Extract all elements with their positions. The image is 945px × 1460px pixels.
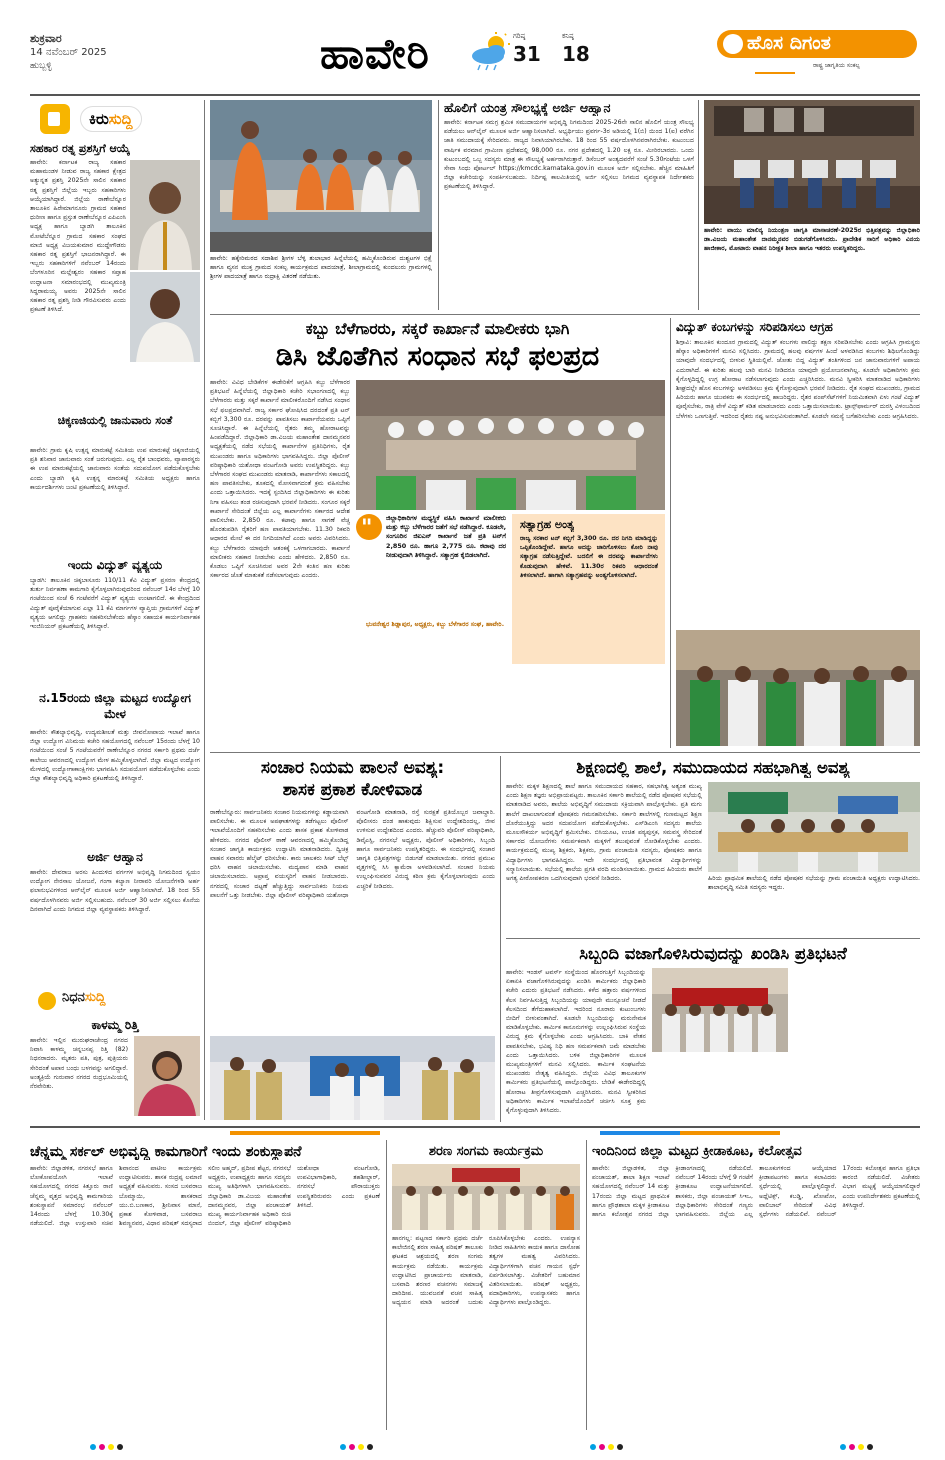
accent-bar-orange-2 [680,1131,780,1135]
kiru-story4-body: ಹಾವೇರಿ: ಕೌಶಲ್ಯಾಭಿವೃದ್ಧಿ, ಉದ್ಯಮಶೀಲತೆ ಮತ್ತು ಜೀವನೋಪಾಯ ಇಲಾಖೆ ಹಾಗೂ ಜಿಲ್ಲಾ ಉದ್ಯೋಗ ವಿನಿಮಯ ಕಚೇರಿ ಸಹಯೋಗದಲ್ಲಿ ನವೆಂಬರ್ 15ರಂದು ಬೆಳಗ್ಗೆ 10 ಗಂಟೆಯಿಂದ ಸಂಜೆ 5 ಗಂಟೆಯವರೆಗೆ ರಾಣೇಬೆನ್ನೂರ ನಗರದ ಸರ್ಕಾರಿ ಪ್ರಥಮ ದರ್ಜೆ ಕಾಲೇಜು ಆವರಣದಲ್ಲಿ ಉದ್ಯೋಗ ಮೇಳ ಹಮ್ಮಿಕೊಳ್ಳಲಾಗಿದೆ. ಜಿಲ್ಲಾ ಮಟ್ಟದ ಉದ್ಯೋಗ ಮೇಳದಲ್ಲಿ ಉದ್ಯೋಗಾಕಾಂಕ್ಷಿಗಳು ಭಾಗವಹಿಸಿ ಸದುಪಯೋಗ ಪಡೆದುಕೊಳ್ಳಬೇಕು ಎಂದು ಜಿಲ್ಲಾ ಕೌಶಲ್ಯಾಭಿವೃದ್ಧಿ ಅಧಿಕಾರಿ ಪ್ರಕಟಣೆಯಲ್ಲಿ ತಿಳಿಸಿದ್ದಾರೆ. [30,729,200,783]
kiru-story4-title: ನ.15ರಂದು ಜಿಲ್ಲಾ ಮಟ್ಟದ ಉದ್ಯೋಗ ಮೇಳ [39,691,191,721]
registration-dots-mid [340,1444,373,1450]
top-rule-2 [698,100,699,310]
mid-row-rule [210,752,920,753]
nidhana-header [30,986,200,1018]
person-photo-3 [134,1036,200,1116]
traffic-body: ರಾಣೇಬೆನ್ನೂರು: ಸಾರ್ವಜನಿಕರು ಸಂಚಾರ ನಿಯಮಗಳನ್ನು ಕಡ್ಡಾಯವಾಗಿ ಪಾಲಿಸಬೇಕು. ಈ ಮೂಲಕ ಅಪಘಾತಗಳನ್ನು ತಡೆಗಟ್ಟಲು ಪೊಲೀಸ್ ಇಲಾಖೆಯೊಂದಿಗೆ ಸಹಕರಿಸಬೇಕು ಎಂದು ಶಾಸಕ ಪ್ರಕಾಶ ಕೋಳಿವಾಡ ಹೇಳಿದರು. ನಗರದ ಪೊಲೀಸ್ ಠಾಣೆ ಆವರಣದಲ್ಲಿ ಹಮ್ಮಿಕೊಂಡಿದ್ದ ಸಂಚಾರ ಜಾಗೃತಿ ಕಾರ್ಯಕ್ರಮ ಉದ್ಘಾಟಿಸಿ ಮಾತನಾಡಿದರು. ದ್ವಿಚಕ್ರ ವಾಹನ ಸವಾರರು ಹೆಲ್ಮೆಟ್ ಧರಿಸಬೇಕು. ಕಾರು ಚಾಲಕರು ಸೀಟ್ ಬೆಲ್ಟ್ ಧರಿಸಿ ವಾಹನ ಚಲಾಯಿಸಬೇಕು. ಮದ್ಯಪಾನ ಮಾಡಿ ವಾಹನ ಚಲಾಯಿಸಬಾರದು. ಅಪ್ರಾಪ್ತ ವಯಸ್ಕರಿಗೆ ವಾಹನ ನೀಡಬಾರದು. ನಗರದಲ್ಲಿ ಸಂಚಾರ ದಟ್ಟಣೆ ಹೆಚ್ಚುತ್ತಿದ್ದು ಸಾರ್ವಜನಿಕರು ನಿಯಮ ಪಾಲನೆಗೆ ಒತ್ತು ನೀಡಬೇಕು. ಜಿಲ್ಲಾ ಪೊಲೀಸ್ ವರಿಷ್ಠಾಧಿಕಾರಿ ಯಶೋಧಾ ವಂಟಗೋಡಿ ಮಾತನಾಡಿ, ರಸ್ತೆ ಸುರಕ್ಷತೆ ಪ್ರತಿಯೊಬ್ಬರ ಜವಾಬ್ದಾರಿ. ಪೊಲೀಸರು ದಂಡ ಹಾಕುವುದು ಶಿಕ್ಷಿಸುವ ಉದ್ದೇಶದಿಂದಲ್ಲ, ಜೀವ ಉಳಿಸುವ ಉದ್ದೇಶದಿಂದ ಎಂದರು. ಹೆಚ್ಚುವರಿ ಪೊಲೀಸ್ ವರಿಷ್ಠಾಧಿಕಾರಿ, ಡಿವೈಎಸ್ಪಿ, ನಗರಸಭೆ ಅಧ್ಯಕ್ಷರು, ಪೊಲೀಸ್ ಅಧಿಕಾರಿಗಳು, ಸಿಬ್ಬಂದಿ ಹಾಗೂ ಸಾರ್ವಜನಿಕರು ಉಪಸ್ಥಿತರಿದ್ದರು. ಈ ಸಂದರ್ಭದಲ್ಲಿ ಸಂಚಾರ ಜಾಗೃತಿ ಭಿತ್ತಿಪತ್ರಗಳನ್ನು ಬಿಡುಗಡೆ ಮಾಡಲಾಯಿತು. ನಗರದ ಪ್ರಮುಖ ವೃತ್ತಗಳಲ್ಲಿ ಸಿಸಿ ಕ್ಯಾಮೆರಾ ಅಳವಡಿಸಲಾಗಿದೆ. ಸಂಚಾರ ನಿಯಮ ಉಲ್ಲಂಘಿಸುವವರ ವಿರುದ್ಧ ಕಠಿಣ ಕ್ರಮ ಕೈಗೊಳ್ಳಲಾಗುವುದು ಎಂದು ಎಚ್ಚರಿಕೆ ನೀಡಿದರು. [210,809,495,899]
kiru-header [30,100,200,140]
staff-headline: ಸಿಬ್ಬಂದಿ ವಜಾಗೊಳಿಸಿರುವುದನ್ನು ಖಂಡಿಸಿ ಪ್ರತಿಭಟನೆ [579,944,847,963]
registration-dots-right [590,1444,623,1450]
photo-swamiji-caption: ಹಾವೇರಿ: ಹಕ್ಕೇರಿಮಠದ ಸದಾಶಿವ ಶ್ರೀಗಳ ಬೆಳ್ಳಿ ತುಲಾಭಾರ ಹಿನ್ನೆಲೆಯಲ್ಲಿ ಹಮ್ಮಿಕೊಂಡಿರುವ ದುಶ್ಚಟಗಳ ಭಿಕ್ಷೆ ಹಾಗೂ ವ್ಯಸನ ಮುಕ್ತ ಗ್ರಾಮದ ಸಂಕಲ್ಪ ಕಾರ್ಯಕ್ರಮದ ಪಾದಯಾತ್ರೆ, ಶೀಲಾಗ್ರಾಮದಲ್ಲಿ ಕುಂದಲುರು ಗ್ರಾಮಗಳಲ್ಲಿ ಶ್ರೀಗಳ ಪಾದಯಾತ್ರೆ ಹಾಗೂ ರುದ್ರಾಕ್ಷಿ ವಿತರಣೆ ನಡೆಯಿತು. [210,255,432,280]
photo-dc-release [704,100,920,224]
lead-kicker: ಕಬ್ಬು ಬೆಳೆಗಾರರು, ಸಕ್ಕರೆ ಕಾರ್ಖಾನೆ ಮಾಲೀಕರು ಭಾಗಿ [305,320,570,338]
nidhana-body: ಹಾವೇರಿ: ಇಲ್ಲಿನ ಮುರುಘರಾಜೇಂದ್ರ ನಗರದ ನಿವಾಸಿ ಕಾಳಮ್ಮ ಚನ್ನಬಸಪ್ಪ ರಿತ್ತಿ (82) ನಿಧನರಾದರು. ಮೃತರು ಪತಿ, ಪುತ್ರ, ಪುತ್ರಿಯರು ಸೇರಿದಂತೆ ಅಪಾರ ಬಂಧು ಬಳಗವನ್ನು ಅಗಲಿದ್ದಾರೆ. ಅಂತ್ಯಕ್ರಿಯೆ ಗುರುವಾರ ನಗರದ ರುದ್ರಭೂಮಿಯಲ್ಲಿ ನೆರವೇರಿತು. [30,1037,128,1091]
lead-quote-text: ಜಿಲ್ಲಾಧಿಕಾರಿಗಳ ಮಧ್ಯಸ್ಥಿಕೆ ವಹಿಸಿ ಕಾರ್ಖಾನೆ ಮಾಲೀಕರು ಮತ್ತು ಕಬ್ಬು ಬೆಳೆಗಾರರ ಜತೆಗೆ ಸಭೆ ನಡೆಸಿದ್ದಾರೆ. ಕೂಡಲೇ, ಸಂಗೂರಿನ ಜಿಐಎನ್ ಕಾರ್ಖಾನೆ ಜತೆ ಪ್ರತಿ ಟನ್‌ಗೆ 2,850 ರೂ. ಹಾಗೂ 2,775 ರೂ. ಕಟಾವು ದರ ನೀಡುವುದಾಗಿ ತಿಳಿಸಿದ್ದಾರೆ. ಸತ್ಯಾಗ್ರಹ ಕೈಬಿಡಲಾಗಿದೆ. [386,514,506,559]
traffic-right-rule [500,756,501,1122]
lead-body-col2 [356,656,506,746]
photo-staff-protest [652,968,788,1052]
lead-right-rule [670,318,671,748]
paper-logo [717,30,920,76]
masthead-rule [30,94,920,96]
kiru-story1-body: ಹಾವೇರಿ: ಕರ್ನಾಟಕ ರಾಜ್ಯ ಸಹಕಾರ ಮಹಾಮಂಡಳ ನೀಡುವ ರಾಜ್ಯ ಸಹಕಾರ ಕ್ಷೇತ್ರದ ಅತ್ಯುನ್ನತ ಪ್ರಶಸ್ತಿ 2025ನೇ ಸಾಲಿನ ಸಹಕಾರ ರತ್ನ ಪ್ರಶಸ್ತಿಗೆ ಜಿಲ್ಲೆಯ ಇಬ್ಬರು ಸಹಕಾರಿಗಳು ಆಯ್ಕೆಯಾಗಿದ್ದಾರೆ. ಜಿಲ್ಲೆಯ ರಾಣೇಬೆನ್ನೂರ ತಾಲೂಕಿನ ಹಿರೇಮಾಗನೂರು ಗ್ರಾಮದ ಸಹಕಾರ ಧುರೀಣ ಹಾಗೂ ಪ್ರಸ್ತುತ ರಾಣೇಬೆನ್ನೂರ ಎಪಿಎಂಸಿ ಅಧ್ಯಕ್ಷ ಹಾಗೂ ಬ್ಯಾಡಗಿ ತಾಲೂಕಿನ ಮೋಟೆಬೆನ್ನೂರ ಗ್ರಾಮದ ಸಹಕಾರ ಸಂಘದ ಮಾಜಿ ಅಧ್ಯಕ್ಷ ವಿಜಯಕುಮಾರ ಮುದ್ದೇಗೌಡರು ಸಹಕಾರ ರತ್ನ ಪ್ರಶಸ್ತಿಗೆ ಭಾಜನರಾಗಿದ್ದಾರೆ. ಈ ಇಬ್ಬರು ಸಹಕಾರಿಗಳಿಗೆ ನವೆಂಬರ್ 14ರಂದು ಬೆಂಗಳೂರಿನ ಮಲ್ಲೇಶ್ವರಂ ಸಹಕಾರ ಸಪ್ತಾಹ ಉದ್ಘಾಟನಾ ಸಮಾರಂಭದಲ್ಲಿ ಮುಖ್ಯಮಂತ್ರಿ ಸಿದ್ಧರಾಮಯ್ಯ ಅವರು 2025ನೇ ಸಾಲಿನ ಸಹಕಾರ ರತ್ನ ಪ್ರಶಸ್ತಿ ನೀಡಿ ಗೌರವಿಸುವರು ಎಂದು ಪ್ರಕಟಣೆ ತಿಳಿಸಿದೆ. [30,159,126,314]
lead-quote-box [356,514,506,654]
bottom-c2-body: ಹಾನಗಲ್ಲ: ಪಟ್ಟಣದ ಸರ್ಕಾರಿ ಪ್ರಥಮ ದರ್ಜೆ ಕಾಲೇಜಿನಲ್ಲಿ ಶರಣ ಸಾಹಿತ್ಯ ಪರಿಷತ್ ತಾಲೂಕು ಘಟಕದ ಆಶ್ರಯದಲ್ಲಿ ಶರಣ ಸಂಗಮ ಕಾರ್ಯಕ್ರಮ ನಡೆಯಿತು. ಕಾರ್ಯಕ್ರಮ ಉದ್ಘಾಟಿಸಿದ ಪ್ರಾಚಾರ್ಯರು ಮಾತನಾಡಿ, ಬಸವಾದಿ ಶರಣರ ವಚನಗಳು ಸಮಾಜಕ್ಕೆ ದಾರಿದೀಪ. ಯುವಜನತೆ ವಚನ ಸಾಹಿತ್ಯ ಅಧ್ಯಯನ ಮಾಡಿ ಅದರಂತೆ ಬದುಕು ರೂಪಿಸಿಕೊಳ್ಳಬೇಕು ಎಂದರು. ಉಪನ್ಯಾಸ ನೀಡಿದ ಸಾಹಿತಿಗಳು ಕಾಯಕ ಹಾಗೂ ದಾಸೋಹ ತತ್ವಗಳ ಮಹತ್ವ ವಿವರಿಸಿದರು. ವಿದ್ಯಾರ್ಥಿಗಳಿಗಾಗಿ ವಚನ ಗಾಯನ ಸ್ಪರ್ಧೆ ಏರ್ಪಡಿಸಲಾಗಿತ್ತು. ವಿಜೇತರಿಗೆ ಬಹುಮಾನ ವಿತರಿಸಲಾಯಿತು. ಪರಿಷತ್ ಅಧ್ಯಕ್ಷರು, ಪದಾಧಿಕಾರಿಗಳು, ಉಪನ್ಯಾಸಕರು ಹಾಗೂ ವಿದ್ಯಾರ್ಥಿಗಳು ಪಾಲ್ಗೊಂಡಿದ್ದರು. [392,1235,580,1307]
photo-power-protest [676,630,920,746]
max-label: ಗರಿಷ್ಠ [513,32,526,40]
max-temp: 31 [513,42,541,66]
school-body: ಹಾವೇರಿ: ಮಕ್ಕಳ ಶಿಕ್ಷಣದಲ್ಲಿ ಶಾಲೆ ಹಾಗೂ ಸಮುದಾಯದ ಸಹಕಾರ, ಸಹಭಾಗಿತ್ವ ಅತ್ಯಂತ ಮುಖ್ಯ ಎಂದು ಶಿಕ್ಷಣ ತಜ್ಞರು ಅಭಿಪ್ರಾಯಪಟ್ಟರು. ತಾಲೂಕಿನ ಸರ್ಕಾರಿ ಶಾಲೆಯಲ್ಲಿ ನಡೆದ ಪೋಷಕರ ಸಭೆಯಲ್ಲಿ ಮಾತನಾಡಿದ ಅವರು, ಶಾಲೆಯ ಅಭಿವೃದ್ಧಿಗೆ ಸಮುದಾಯ ಸಕ್ರಿಯವಾಗಿ ಪಾಲ್ಗೊಳ್ಳಬೇಕು. ಪ್ರತಿ ಮಗು ಶಾಲೆಗೆ ದಾಖಲಾಗುವಂತೆ ಪೋಷಕರು ಗಮನಹರಿಸಬೇಕು. ಸರ್ಕಾರಿ ಶಾಲೆಗಳಲ್ಲಿ ಗುಣಮಟ್ಟದ ಶಿಕ್ಷಣ ದೊರೆಯುತ್ತಿದ್ದು ಅದರ ಸದುಪಯೋಗ ಪಡೆದುಕೊಳ್ಳಬೇಕು. ಎಸ್‌ಡಿಎಂಸಿ ಸದಸ್ಯರು ಶಾಲೆಯ ಮೂಲಸೌಕರ್ಯ ಅಭಿವೃದ್ಧಿಗೆ ಶ್ರಮಿಸಬೇಕು. ಬಿಸಿಯೂಟ, ಉಚಿತ ಪಠ್ಯಪುಸ್ತಕ, ಸಮವಸ್ತ್ರ ಸೇರಿದಂತೆ ಸರ್ಕಾರದ ಯೋಜನೆಗಳು ಸಮರ್ಪಕವಾಗಿ ಮಕ್ಕಳಿಗೆ ತಲುಪುವಂತೆ ನೋಡಿಕೊಳ್ಳಬೇಕು ಎಂದರು. ಕಾರ್ಯಕ್ರಮದಲ್ಲಿ ಮುಖ್ಯ ಶಿಕ್ಷಕರು, ಶಿಕ್ಷಕರು, ಗ್ರಾಮ ಪಂಚಾಯಿತಿ ಸದಸ್ಯರು, ಪೋಷಕರು ಹಾಗೂ ವಿದ್ಯಾರ್ಥಿಗಳು ಭಾಗವಹಿಸಿದ್ದರು. ಇದೇ ಸಂದರ್ಭದಲ್ಲಿ ಪ್ರತಿಭಾವಂತ ವಿದ್ಯಾರ್ಥಿಗಳನ್ನು ಸನ್ಮಾನಿಸಲಾಯಿತು. ಸಭೆಯಲ್ಲಿ ಶಾಲೆಯ ಪ್ರಗತಿ ವರದಿ ಮಂಡಿಸಲಾಯಿತು. ಗ್ರಾಮದ ಹಿರಿಯರು ಶಾಲೆಗೆ ಅಗತ್ಯ ಪೀಠೋಪಕರಣ ಒದಗಿಸುವುದಾಗಿ ಭರವಸೆ ನೀಡಿದರು. [506,783,702,883]
bottom-row-rule [30,1126,920,1128]
staff-body-col2 [652,1056,788,1120]
bottom-c1-headline: ಚೆನ್ನಮ್ಮ ಸರ್ಕಲ್ ಅಭಿವೃದ್ಧಿ ಕಾಮಗಾರಿಗೆ ಇಂದು ಶಂಕುಸ್ಥಾಪನೆ [30,1144,302,1160]
nidhana-label-b: ಸುದ್ದಿ [84,990,106,1005]
sewing-story-body: ಹಾವೇರಿ: ಕರ್ನಾಟಕ ಸಮಗ್ರ ಶ್ರಮಿಕ ಸಮುದಾಯಗಳ ಅಭಿವೃದ್ಧಿ ನಿಗಮದಿಂದ 2025-26ನೇ ಸಾಲಿನ ಹೊಲಿಗೆ ಯಂತ್ರ ಸೌಲಭ್ಯ ಪಡೆಯಲು ಆನ್‌ಲೈನ್ ಮೂಲಕ ಅರ್ಜಿ ಆಹ್ವಾನಿಸಲಾಗಿದೆ. ಅಭ್ಯರ್ಥಿಯು ಪ್ರವರ್ಗ-3ರ ಅಡಿಯಲ್ಲಿ 1(ಬಿ) ಯಿಂದ 1(ಐ) ವರೆಗಿನ ಜಾತಿ ಸಮುದಾಯಕ್ಕೆ ಸೇರಿದವರು. ರಾಜ್ಯದ ನಿವಾಸಿಯಾಗಿರಬೇಕು. 18 ರಿಂದ 55 ವರ್ಷದೊಳಗಿನವರಾಗಿರಬೇಕು. ಕುಟುಂಬದ ವಾರ್ಷಿಕ ವರಮಾನ ಗ್ರಾಮೀಣ ಪ್ರದೇಶದಲ್ಲಿ 98,000 ರೂ. ನಗರ ಪ್ರದೇಶದಲ್ಲಿ 1.20 ಲಕ್ಷ ರೂ. ಮೀರಿರಬಾರದು. ಒಂದು ಕುಟುಂಬದಲ್ಲಿ ಒಬ್ಬ ಸದಸ್ಯರು ಮಾತ್ರ ಈ ಸೌಲಭ್ಯಕ್ಕೆ ಅರ್ಹರಾಗಿರುತ್ತಾರೆ. ಡಿಸೆಂಬರ್ ಅಂತ್ಯದವರೆಗೆ ಸಂಜೆ 5.30ಗಂಟೆಯ ಒಳಗೆ ಸೇವಾ ಸಿಂಧು ಪೋರ್ಟಲ್ https://kmcdc.karnataka.gov.in ಮೂಲಕ ಅರ್ಜಿ ಸಲ್ಲಿಸಬೇಕು. ಹೆಚ್ಚಿನ ಮಾಹಿತಿಗೆ ಜಿಲ್ಲಾ ಕಚೇರಿಯನ್ನು ಸಂಪರ್ಕಿಸಬಹುದು. ನಿರ್ದಿಷ್ಟ ಕಾಲಮಿತಿಯಲ್ಲಿ ಅರ್ಜಿ ಸಲ್ಲಿಸಲು ನಿಗಮದ ವ್ಯವಸ್ಥಾಪಕ ನಿರ್ದೇಶಕರು ಪ್ರಕಟಣೆಯಲ್ಲಿ ತಿಳಿಸಿದ್ದಾರೆ. [444,119,694,191]
masthead-city: ಹುಬ್ಬಳ್ಳಿ [30,61,52,71]
kiru-story5-body: ಹಾವೇರಿ: ದೇವರಾಜ ಅರಸು ಹಿಂದುಳಿದ ವರ್ಗಗಳ ಅಭಿವೃದ್ಧಿ ನಿಗಮದಿಂದ ಸ್ವಯಂ ಉದ್ಯೋಗ ನೇರಸಾಲ ಯೋಜನೆ, ಗಂಗಾ ಕಲ್ಯಾಣ ನೀರಾವರಿ ಯೋಜನೆಗಳಡಿ ಅರ್ಹ ಫಲಾನುಭವಿಗಳಿಂದ ಆನ್‌ಲೈನ್ ಮೂಲಕ ಅರ್ಜಿ ಆಹ್ವಾನಿಸಲಾಗಿದೆ. 18 ರಿಂದ 55 ವರ್ಷದೊಳಗಿನವರು ಅರ್ಜಿ ಸಲ್ಲಿಸಬಹುದು. ನವೆಂಬರ್ 30 ಅರ್ಜಿ ಸಲ್ಲಿಸಲು ಕೊನೆಯ ದಿನವಾಗಿದೆ ಎಂದು ನಿಗಮದ ಜಿಲ್ಲಾ ವ್ಯವಸ್ಥಾಪಕರು ತಿಳಿಸಿದ್ದಾರೆ. [30,869,200,913]
lamp-small-icon [38,992,56,1010]
staff-body-col3 [794,968,920,1120]
power-headline: ವಿದ್ಯುತ್ ಕಂಬಗಳನ್ನು ಸರಿಪಡಿಸಲು ಆಗ್ರಹ [676,320,833,334]
kiru-story1-title: ಸಹಕಾರ ರತ್ನ ಪ್ರಶಸ್ತಿಗೆ ಆಯ್ಕೆ [30,142,130,155]
traffic-headline-1: ಸಂಚಾರ ನಿಯಮ ಪಾಲನೆ ಅವಶ್ಯ: [260,758,445,778]
bottom-c3-body: ಹಾವೇರಿ: ಜಿಲ್ಲಾಡಳಿತ, ಜಿಲ್ಲಾ ಪಂಚಾಯತ್, ಶಾಲಾ ಶಿಕ್ಷಣ ಇಲಾಖೆ ಸಹಯೋಗದಲ್ಲಿ ನವೆಂಬರ್ 14 ಮತ್ತು 17ರಂದು ಜಿಲ್ಲಾ ಮಟ್ಟದ ಪ್ರಾಥಮಿಕ ಹಾಗೂ ಪ್ರೌಢಶಾಲಾ ಮಕ್ಕಳ ಕ್ರೀಡಾಕೂಟ ಹಾಗೂ ಕಲೋತ್ಸವ ನಗರದ ಜಿಲ್ಲಾ ಕ್ರೀಡಾಂಗಣದಲ್ಲಿ ನಡೆಯಲಿದೆ. ನವೆಂಬರ್ 14ರಂದು ಬೆಳಗ್ಗೆ 9 ಗಂಟೆಗೆ ಕ್ರೀಡಾಕೂಟ ಉದ್ಘಾಟನೆಯಾಗಲಿದೆ. ಶಾಸಕರು, ಜಿಲ್ಲಾ ಪಂಚಾಯತ್ ಸಿಇಒ, ಜಿಲ್ಲಾಧಿಕಾರಿಗಳು ಸೇರಿದಂತೆ ಗಣ್ಯರು ಭಾಗವಹಿಸುವರು. ಜಿಲ್ಲೆಯ ಎಲ್ಲ ತಾಲೂಕುಗಳಿಂದ ಆಯ್ಕೆಯಾದ ಕ್ರೀಡಾಪಟುಗಳು ಹಾಗೂ ಕಲಾವಿದರು ಸ್ಪರ್ಧೆಯಲ್ಲಿ ಪಾಲ್ಗೊಳ್ಳಲಿದ್ದಾರೆ. ಅಥ್ಲೆಟಿಕ್ಸ್, ಕಬಡ್ಡಿ, ಖೋಖೋ, ವಾಲಿಬಾಲ್ ಸೇರಿದಂತೆ ವಿವಿಧ ಸ್ಪರ್ಧೆಗಳು ನಡೆಯಲಿವೆ. ನವೆಂಬರ್ 17ರಂದು ಕಲೋತ್ಸವ ಹಾಗೂ ಪ್ರತಿಭಾ ಕಾರಂಜಿ ನಡೆಯಲಿದೆ. ವಿಜೇತರು ವಿಭಾಗ ಮಟ್ಟಕ್ಕೆ ಆಯ್ಕೆಯಾಗಲಿದ್ದಾರೆ ಎಂದು ಉಪನಿರ್ದೇಶಕರು ಪ್ರಕಟಣೆಯಲ್ಲಿ ತಿಳಿಸಿದ್ದಾರೆ. [592,1165,920,1219]
photo-sharana-sangama [392,1164,580,1230]
traffic-headline-2: ಶಾಸಕ ಪ್ರಕಾಶ ಕೋಳಿವಾಡ [282,780,423,800]
sewing-story-title: ಹೊಲಿಗೆ ಯಂತ್ರ ಸೌಲಭ್ಯಕ್ಕೆ ಅರ್ಜಿ ಆಹ್ವಾನ [444,100,611,115]
bottom-rule-1 [386,1140,387,1430]
lead-box-title: ಸತ್ಯಾಗ್ರಹ ಅಂತ್ಯ [520,518,575,531]
megaphone-icon [40,104,70,134]
photo-school-meeting [708,782,920,872]
lead-sidebar-box [512,514,665,664]
left-column-rule [204,100,205,1120]
kiru-story3-title: ಇಂದು ವಿದ್ಯುತ್ ವ್ಯತ್ಯಯ [67,558,163,572]
lead-headline: ಡಿಸಿ ಜೊತೆಗಿನ ಸಂಧಾನ ಸಭೆ ಫಲಪ್ರದ [275,341,600,372]
min-label: ಕನಿಷ್ಠ [562,32,574,40]
nidhana-name: ಕಾಳಮ್ಮ ರಿತ್ತಿ [91,1018,139,1032]
photo-school-caption: ಹಿರಿಯ ಪ್ರಾಥಮಿಕ ಶಾಲೆಯಲ್ಲಿ ನಡೆದ ಪೋಷಕರ ಸಭೆಯನ್ನು ಗ್ರಾಮ ಪಂಚಾಯಿತಿ ಅಧ್ಯಕ್ಷರು ಉದ್ಘಾಟಿಸಿದರು. ಶಾಲಾಭಿವೃದ್ಧಿ ಸಮಿತಿ ಸದಸ್ಯರು ಇದ್ದರು. [708,875,920,891]
kiru-story1-body-b [30,368,200,408]
kiru-story2-title: ಚಿಕ್ಕಣಜಿಯಲ್ಲಿ ಜಾನುವಾರು ಸಂತೆ [57,414,173,427]
masthead-date: 14 ನವೆಂಬರ್ 2025 [30,47,107,58]
photo-meeting [356,380,665,510]
accent-bar-orange [230,1131,380,1135]
registration-dots-left [90,1444,123,1450]
lead-box-body: ರಾಜ್ಯ ಸರಕಾರ ಟನ್ ಕಬ್ಬಿಗೆ 3,300 ರೂ. ದರ ನಿಗದಿ ಮಾಡಿದ್ದನ್ನು ಒಪ್ಪಿಕೊಂಡಿದ್ದೇವೆ. ಹಾಗೂ ಅದನ್ನು ಜಾರಿಗೊಳಿಸಲು ಕೋರಿ ನಾವು ಸತ್ಯಾಗ್ರಹ ನಡೆಸುತ್ತಿದ್ದೇವೆ. ಬದಲಿಗೆ ಈ ದರವನ್ನು ಕಾರ್ಖಾನೆಗಳು ಕೊಡುವುದಾಗಿ ಹೇಳಿವೆ. 11.30ರ ರಿಕವರಿ ಆಧಾರದಂತೆ ತಿಳಿಸಲಾಗಿದೆ. ಹಾಗಾಗಿ ಸತ್ಯಾಗ್ರಹವನ್ನು ಅಂತ್ಯಗೊಳಿಸಲಾಗಿದೆ. [520,535,658,579]
nidhana-label-a: ನಿಧನ [62,990,85,1005]
power-body: ಶಿಗ್ಗಾವಿ: ತಾಲೂಕಿನ ಕುಂದೂರ ಗ್ರಾಮದಲ್ಲಿ ವಿದ್ಯುತ್ ಕಂಬಗಳು ವಾಲಿದ್ದು ತಕ್ಷಣ ಸರಿಪಡಿಸಬೇಕು ಎಂದು ಆಗ್ರಹಿಸಿ ಗ್ರಾಮಸ್ಥರು ಹೆಸ್ಕಾಂ ಅಧಿಕಾರಿಗಳಿಗೆ ಮನವಿ ಸಲ್ಲಿಸಿದರು. ಗ್ರಾಮದಲ್ಲಿ ಹಲವು ವರ್ಷಗಳ ಹಿಂದೆ ಅಳವಡಿಸಿದ ಕಂಬಗಳು ಶಿಥಿಲಗೊಂಡಿದ್ದು ಯಾವುದೇ ಸಂದರ್ಭದಲ್ಲಿ ಬೀಳುವ ಸ್ಥಿತಿಯಲ್ಲಿವೆ. ಜೋತು ಬಿದ್ದ ವಿದ್ಯುತ್ ತಂತಿಗಳಿಂದ ಜನ ಜಾನುವಾರುಗಳಿಗೆ ಅಪಾಯ ಎದುರಾಗಿದೆ. ಈ ಕುರಿತು ಹಲವು ಬಾರಿ ಮನವಿ ನೀಡಿದರೂ ಯಾವುದೇ ಪ್ರಯೋಜನವಾಗಿಲ್ಲ. ಕೂಡಲೇ ಅಧಿಕಾರಿಗಳು ಕ್ರಮ ಕೈಗೊಳ್ಳದಿದ್ದಲ್ಲಿ ಉಗ್ರ ಹೋರಾಟ ನಡೆಸಲಾಗುವುದು ಎಂದು ಎಚ್ಚರಿಸಿದರು. ಮನವಿ ಸ್ವೀಕರಿಸಿ ಮಾತನಾಡಿದ ಅಧಿಕಾರಿಗಳು ಶೀಘ್ರದಲ್ಲೇ ಹೊಸ ಕಂಬಗಳನ್ನು ಅಳವಡಿಸಲು ಕ್ರಮ ಕೈಗೊಳ್ಳುವುದಾಗಿ ಭರವಸೆ ನೀಡಿದರು. ರೈತ ಸಂಘದ ಮುಖಂಡರು, ಗ್ರಾಮದ ಹಿರಿಯರು ಹಾಗೂ ಯುವಕರು ಈ ಸಂದರ್ಭದಲ್ಲಿ ಹಾಜರಿದ್ದರು. ರೈತರ ಪಂಪ್‌ಸೆಟ್‌ಗಳಿಗೆ ನಿಯಮಿತವಾಗಿ ಏಳು ಗಂಟೆ ವಿದ್ಯುತ್ ಪೂರೈಸಬೇಕು, ರಾತ್ರಿ ವೇಳೆ ವಿದ್ಯುತ್ ಕಡಿತ ಮಾಡಬಾರದು ಎಂದು ಒತ್ತಾಯಿಸಲಾಯಿತು. ಟ್ರಾನ್ಸ್‌ಫಾರ್ಮರ್ ದುರಸ್ತಿ ವಿಳಂಬದಿಂದ ಬೆಳೆಗಳು ಒಣಗುತ್ತಿವೆ. ಇದರಿಂದ ರೈತರು ನಷ್ಟ ಅನುಭವಿಸುವಂತಾಗಿದೆ. ಕೂಡಲೇ ಸಮಸ್ಯೆ ಬಗೆಹರಿಸಬೇಕು ಎಂದು ಆಗ್ರಹಿಸಿದರು. [676,339,920,420]
nidhana-label [62,990,105,1005]
masthead-edition: ಹಾವೇರಿ [320,29,430,78]
bottom-c2-headline: ಶರಣ ಸಂಗಮ ಕಾರ್ಯಕ್ರಮ [428,1144,544,1159]
kiru-label-a: ಕಿರು [89,110,109,128]
lead-quote-by: ಭುವನೇಶ್ವರ ಶಿಡ್ಲಾಪುರ, ಅಧ್ಯಕ್ಷರು, ಕಬ್ಬು ಬೆಳೆಗಾರರ ಸಂಘ, ಹಾವೇರಿ. [366,621,505,628]
kiru-story2-body: ಹಾವೇರಿ: ಗ್ರಾಮ ಕೃಷಿ ಉತ್ಪನ್ನ ಮಾರುಕಟ್ಟೆ ಸಮಿತಿಯ ಉಪ ಮಾರುಕಟ್ಟೆ ಚಿಕ್ಕಣಜಿಯಲ್ಲಿ ಪ್ರತಿ ಶನಿವಾರ ಜಾನುವಾರು ಸಂತೆ ಜರುಗುವುದು. ಎಲ್ಲ ರೈತ ಬಾಂಧವರು, ವ್ಯಾಪಾರಸ್ಥರು ಈ ಉಪ ಮಾರುಕಟ್ಟೆಯಲ್ಲಿ ಜಾನುವಾರು ಸಂತೆಯ ಸದುಪಯೋಗ ಪಡೆದುಕೊಳ್ಳಬೇಕು ಎಂದು ಬ್ಯಾಡಗಿ ಕೃಷಿ ಉತ್ಪನ್ನ ಮಾರುಕಟ್ಟೆ ಸಮಿತಿಯ ಅಧ್ಯಕ್ಷರು ಹಾಗೂ ಕಾರ್ಯದರ್ಶಿಗಳು ಜಂಟಿ ಪ್ರಕಟಣೆಯಲ್ಲಿ ತಿಳಿಸಿದ್ದಾರೆ. [30,447,200,491]
paper-mark-icon [755,60,795,74]
paper-tagline: ರಾಷ್ಟ್ರ ಜಾಗೃತಿಯ ಸಂಕಲ್ಪ [813,62,860,69]
min-temp: 18 [562,42,590,66]
photo-swamiji-event [210,100,432,252]
registration-dots-far [840,1444,873,1450]
kiru-story3-body: ಬ್ಯಾಡಗಿ: ತಾಲೂಕಿನ ಚಿಕ್ಕಬಾಸೂರು 110/11 ಕೆವಿ ವಿದ್ಯುತ್ ಪ್ರಸರಣ ಕೇಂದ್ರದಲ್ಲಿ ತುರ್ತು ನಿರ್ವಹಣಾ ಕಾಮಗಾರಿ ಕೈಗೊಳ್ಳಲಾಗಿರುವುದರಿಂದ ನವೆಂಬರ್ 14ರ ಬೆಳಗ್ಗೆ 10 ಗಂಟೆಯಿಂದ ಸಂಜೆ 6 ಗಂಟೆವರೆಗೆ ವಿದ್ಯುತ್ ವ್ಯತ್ಯಯ ಉಂಟಾಗಲಿದೆ. ಈ ಕೇಂದ್ರದಿಂದ ವಿದ್ಯುತ್ ಪೂರೈಕೆಯಾಗುವ ಎಲ್ಲಾ 11 ಕೆವಿ ಮಾರ್ಗಗಳ ವ್ಯಾಪ್ತಿಯ ಗ್ರಾಮಗಳಿಗೆ ವಿದ್ಯುತ್ ವ್ಯತ್ಯಯ ಆಗಲಿದ್ದು ಗ್ರಾಹಕರು ಸಹಕರಿಸಬೇಕೆಂದು ಹೆಸ್ಕಾಂ ಸಹಾಯಕ ಕಾರ್ಯನಿರ್ವಾಹಕ ಇಂಜಿನಿಯರ್ ಪ್ರಕಟಣೆಯಲ್ಲಿ ತಿಳಿಸಿದ್ದಾರೆ. [30,577,200,631]
masthead-day: ಶುಕ್ರವಾರ [30,32,62,45]
bottom-c1-body: ಹಾವೇರಿ: ಜಿಲ್ಲಾಡಳಿತ, ನಗರಸಭೆ ಹಾಗೂ ಲೋಕೋಪಯೋಗಿ ಇಲಾಖೆ ಸಹಯೋಗದಲ್ಲಿ ನಗರದ ಕಿತ್ತೂರು ರಾಣಿ ಚೆನ್ನಮ್ಮ ವೃತ್ತದ ಅಭಿವೃದ್ಧಿ ಕಾಮಗಾರಿಯ ಶಂಕುಸ್ಥಾಪನೆ ಸಮಾರಂಭ ನವೆಂಬರ್ 14ರಂದು ಬೆಳಗ್ಗೆ 10.30ಕ್ಕೆ ನಡೆಯಲಿದೆ. ಜಿಲ್ಲಾ ಉಸ್ತುವಾರಿ ಸಚಿವ ಶಿವಾನಂದ ಪಾಟೀಲ ಕಾರ್ಯಕ್ರಮ ಉದ್ಘಾಟಿಸುವರು. ಶಾಸಕ ರುದ್ರಪ್ಪ ಲಮಾಣಿ ಅಧ್ಯಕ್ಷತೆ ವಹಿಸುವರು. ಸಂಸದ ಬಸವರಾಜ ಬೊಮ್ಮಾಯಿ, ಶಾಸಕರಾದ ಯು.ಬಿ.ಬಣಕಾರ, ಶ್ರೀನಿವಾಸ ಮಾನೆ, ಪ್ರಕಾಶ ಕೋಳಿವಾಡ, ಬಸವರಾಜ ಶಿವಣ್ಣನವರ, ವಿಧಾನ ಪರಿಷತ್ ಸದಸ್ಯರಾದ ಸಲೀಂ ಅಹ್ಮದ್, ಪ್ರದೀಪ ಶೆಟ್ಟರ, ನಗರಸಭೆ ಅಧ್ಯಕ್ಷರು, ಉಪಾಧ್ಯಕ್ಷರು ಹಾಗೂ ಸದಸ್ಯರು ಮುಖ್ಯ ಅತಿಥಿಗಳಾಗಿ ಭಾಗವಹಿಸುವರು. ಜಿಲ್ಲಾಧಿಕಾರಿ ಡಾ.ವಿಜಯ ಮಹಾಂತೇಶ ದಾನಮ್ಮನವರ, ಜಿಲ್ಲಾ ಪಂಚಾಯತ್ ಮುಖ್ಯ ಕಾರ್ಯನಿರ್ವಾಹಕ ಅಧಿಕಾರಿ ರುಚಿ ಬಿಂದಲ್, ಜಿಲ್ಲಾ ಪೊಲೀಸ್ ವರಿಷ್ಠಾಧಿಕಾರಿ ಯಶೋಧಾ ವಂಟಗೋಡಿ, ಉಪವಿಭಾಗಾಧಿಕಾರಿ, ತಹಶೀಲ್ದಾರ್, ನಗರಸಭೆ ಪೌರಾಯುಕ್ತರು ಉಪಸ್ಥಿತರಿರುವರು ಎಂದು ಪ್ರಕಟಣೆ ತಿಳಿಸಿದೆ. [30,1165,380,1228]
paper-name: ಹೊಸ ದಿಗಂತ [747,32,831,54]
staff-body-col1: ಹಾವೇರಿ: ಇಂಡಸ್ ಟವರ್ಸ್ ಸಂಸ್ಥೆಯಿಂದ ಹೊರಗುತ್ತಿಗೆ ಸಿಬ್ಬಂದಿಯನ್ನು ಏಕಾಏಕಿ ವಜಾಗೊಳಿಸಿರುವುದನ್ನು ಖಂಡಿಸಿ ಕಾರ್ಮಿಕರು ಜಿಲ್ಲಾಧಿಕಾರಿ ಕಚೇರಿ ಎದುರು ಪ್ರತಿಭಟನೆ ನಡೆಸಿದರು. ಕಳೆದ ಹತ್ತಾರು ವರ್ಷಗಳಿಂದ ಕೆಲಸ ನಿರ್ವಹಿಸುತ್ತಿದ್ದ ಸಿಬ್ಬಂದಿಯನ್ನು ಯಾವುದೇ ಮುನ್ಸೂಚನೆ ನೀಡದೆ ಕೆಲಸದಿಂದ ತೆಗೆದುಹಾಕಲಾಗಿದೆ. ಇದರಿಂದ ನೂರಾರು ಕುಟುಂಬಗಳು ಬೀದಿಗೆ ಬೀಳುವಂತಾಗಿದೆ. ಕೂಡಲೇ ಸಿಬ್ಬಂದಿಯನ್ನು ಮರುನೇಮಕ ಮಾಡಿಕೊಳ್ಳಬೇಕು. ಕಾರ್ಮಿಕ ಕಾನೂನುಗಳನ್ನು ಉಲ್ಲಂಘಿಸಿರುವ ಸಂಸ್ಥೆಯ ವಿರುದ್ಧ ಕ್ರಮ ಕೈಗೊಳ್ಳಬೇಕು ಎಂದು ಆಗ್ರಹಿಸಿದರು. ಬಾಕಿ ವೇತನ ಪಾವತಿಸಬೇಕು, ಭವಿಷ್ಯ ನಿಧಿ ಹಣ ಸಮರ್ಪಕವಾಗಿ ಜಮೆ ಮಾಡಬೇಕು ಎಂದು ಒತ್ತಾಯಿಸಿದರು. ಬಳಿಕ ಜಿಲ್ಲಾಧಿಕಾರಿಗಳ ಮೂಲಕ ಮುಖ್ಯಮಂತ್ರಿಗಳಿಗೆ ಮನವಿ ಸಲ್ಲಿಸಿದರು. ಕಾರ್ಮಿಕ ಸಂಘಟನೆಯ ಮುಖಂಡರು ನೇತೃತ್ವ ವಹಿಸಿದ್ದರು. ಜಿಲ್ಲೆಯ ವಿವಿಧ ತಾಲೂಕುಗಳ ಕಾರ್ಮಿಕರು ಪ್ರತಿಭಟನೆಯಲ್ಲಿ ಪಾಲ್ಗೊಂಡಿದ್ದರು. ಬೇಡಿಕೆ ಈಡೇರದಿದ್ದಲ್ಲಿ ಹೋರಾಟ ತೀವ್ರಗೊಳಿಸುವುದಾಗಿ ಎಚ್ಚರಿಸಿದರು. ಮನವಿ ಸ್ವೀಕರಿಸಿದ ಅಧಿಕಾರಿಗಳು ಕಾರ್ಮಿಕ ಇಲಾಖೆಯೊಂದಿಗೆ ಚರ್ಚಿಸಿ ಸೂಕ್ತ ಕ್ರಮ ಕೈಗೊಳ್ಳುವುದಾಗಿ ತಿಳಿಸಿದರು. [506,969,646,1115]
kiru-story5-title: ಅರ್ಜಿ ಆಹ್ವಾನ [87,850,143,864]
person-photo-1 [130,160,200,270]
lead-body-col3 [512,666,665,746]
top-rule-1 [438,100,439,310]
lamp-icon [723,34,743,54]
bottom-rule-2 [586,1140,587,1430]
bottom-c3-headline: ಇಂದಿನಿಂದ ಜಿಲ್ಲಾ ಮಟ್ಟದ ಕ್ರೀಡಾಕೂಟ, ಕಲೋತ್ಸವ [592,1144,802,1159]
photo-dc-release-caption: ಹಾವೇರಿ: ವಾಯು ಮಾಲಿನ್ಯ ನಿಯಂತ್ರಣ ಜಾಗೃತಿ ಮಾಸಾಚರಣೆ-2025ರ ಭಿತ್ತಿಪತ್ರವನ್ನು ಜಿಲ್ಲಾಧಿಕಾರಿ ಡಾ.ವಿಜಯ ಮಹಾಂತೇಶ ದಾನಮ್ಮನವರ ಬಿಡುಗಡೆಗೊಳಿಸಿದರು. ಪ್ರಾದೇಶಿಕ ಸಾರಿಗೆ ಅಧಿಕಾರಿ ವಿನಯ ಹಾಜೀಕಾರ, ಮೋಟಾರು ವಾಹನ ನಿರೀಕ್ಷಕ ಶೀಲಾ ಹಾಗೂ ಇತರರು ಉಪಸ್ಥಿತರಿದ್ದರು. [704,227,920,252]
masthead [30,30,920,88]
school-bottom-rule [506,938,920,939]
school-headline: ಶಿಕ್ಷಣದಲ್ಲಿ ಶಾಲೆ, ಸಮುದಾಯದ ಸಹಭಾಗಿತ್ವ ಅವಶ್ಯ [576,758,850,777]
quote-mark-icon: " [356,514,382,540]
photo-traffic-event [210,1036,495,1120]
accent-bar-blue [600,1131,680,1135]
weather-icon [470,32,514,72]
top-row-rule [210,314,920,315]
kiru-label [80,106,142,132]
lead-body-col1: ಹಾವೇರಿ: ವಿವಿಧ ಬೇಡಿಕೆಗಳ ಈಡೇರಿಕೆಗೆ ಆಗ್ರಹಿಸಿ ಕಬ್ಬು ಬೆಳೆಗಾರರ ಪ್ರತಿಭಟನೆ ಹಿನ್ನೆಲೆಯಲ್ಲಿ ಜಿಲ್ಲಾಧಿಕಾರಿ ಕಚೇರಿ ಸಭಾಂಗಣದಲ್ಲಿ ಕಬ್ಬು ಬೆಳೆಗಾರರು ಮತ್ತು ಸಕ್ಕರೆ ಕಾರ್ಖಾನೆ ಮಾಲೀಕರೊಂದಿಗೆ ನಡೆಸಿದ ಸಂಧಾನ ಸಭೆ ಫಲಪ್ರದವಾಗಿದೆ. ರಾಜ್ಯ ಸರ್ಕಾರ ಘೋಷಿಸಿದ ದರದಂತೆ ಪ್ರತಿ ಟನ್ ಕಬ್ಬಿಗೆ 3,300 ರೂ. ದರವನ್ನು ಪಾವತಿಸಲು ಕಾರ್ಖಾನೆಯವರು ಒಪ್ಪಿಗೆ ಸೂಚಿಸಿದ್ದಾರೆ. ಈ ಹಿನ್ನೆಲೆಯಲ್ಲಿ ರೈತರು ತಮ್ಮ ಹೋರಾಟವನ್ನು ಹಿಂಪಡೆದಿದ್ದಾರೆ. ಜಿಲ್ಲಾಧಿಕಾರಿ ಡಾ.ವಿಜಯ ಮಹಾಂತೇಶ ದಾನಮ್ಮನವರ ಅಧ್ಯಕ್ಷತೆಯಲ್ಲಿ ನಡೆದ ಸಭೆಯಲ್ಲಿ ಕಾರ್ಖಾನೆಗಳ ಪ್ರತಿನಿಧಿಗಳು, ರೈತ ಮುಖಂಡರು ಹಾಗೂ ಅಧಿಕಾರಿಗಳು ಭಾಗವಹಿಸಿದ್ದರು. ಜಿಲ್ಲಾ ಪೊಲೀಸ್ ವರಿಷ್ಠಾಧಿಕಾರಿ ಯಶೋಧಾ ವಂಟಗೋಡಿ ಅವರು ಉಪಸ್ಥಿತರಿದ್ದರು. ಕಬ್ಬು ಬೆಳೆಗಾರರ ಸಂಘದ ಮುಖಂಡರು ಮಾತನಾಡಿ, ಕಾರ್ಖಾನೆಗಳು ಸಕಾಲದಲ್ಲಿ ಹಣ ಪಾವತಿಸಬೇಕು, ತೂಕದಲ್ಲಿ ಮೋಸವಾಗದಂತೆ ಕ್ರಮ ವಹಿಸಬೇಕು ಎಂದು ಒತ್ತಾಯಿಸಿದರು. ಇದಕ್ಕೆ ಸ್ಪಂದಿಸಿದ ಜಿಲ್ಲಾಧಿಕಾರಿಗಳು ಈ ಕುರಿತು ನಿಗಾ ವಹಿಸಲು ತಂಡ ರಚಿಸುವುದಾಗಿ ಭರವಸೆ ನೀಡಿದರು. ಸಂಗೂರ ಸಕ್ಕರೆ ಕಾರ್ಖಾನೆ ಸೇರಿದಂತೆ ಜಿಲ್ಲೆಯ ಎಲ್ಲ ಕಾರ್ಖಾನೆಗಳು ಸರ್ಕಾರದ ಆದೇಶ ಪಾಲಿಸಬೇಕು. 2,850 ರೂ. ಕಟಾವು ಹಾಗೂ ಸಾಗಣೆ ವೆಚ್ಚ ಹೊರತುಪಡಿಸಿ ರೈತರಿಗೆ ಹಣ ಪಾವತಿಯಾಗಬೇಕು. 11.30 ರಿಕವರಿ ಆಧಾರದ ಮೇಲೆ ಈ ದರ ನಿಗದಿಯಾಗಿದೆ ಎಂದು ಅವರು ವಿವರಿಸಿದರು. ಕಬ್ಬು ಬೆಳೆಗಾರರು ಯಾವುದೇ ಆತಂಕಕ್ಕೆ ಒಳಗಾಗಬಾರದು. ಕಾರ್ಖಾನೆ ಮಾಲೀಕರು ಸಹಕಾರ ನೀಡಬೇಕು ಎಂದು ಹೇಳಿದರು. 2,850 ರೂ. ಕೊಡಲು ಒಪ್ಪಿಗೆ ಸೂಚಿಸಿರುವ ಅವರ 2ನೇ ಕಂತಿನ ಹಣ ಕುರಿತು ಸರ್ಕಾರದ ಜೊತೆ ಮಾತುಕತೆ ನಡೆಸಲಾಗುವುದು ಎಂದರು. [210,379,350,580]
kiru-label-b: ಸುದ್ದಿ [108,110,133,128]
person-photo-2 [130,272,200,362]
